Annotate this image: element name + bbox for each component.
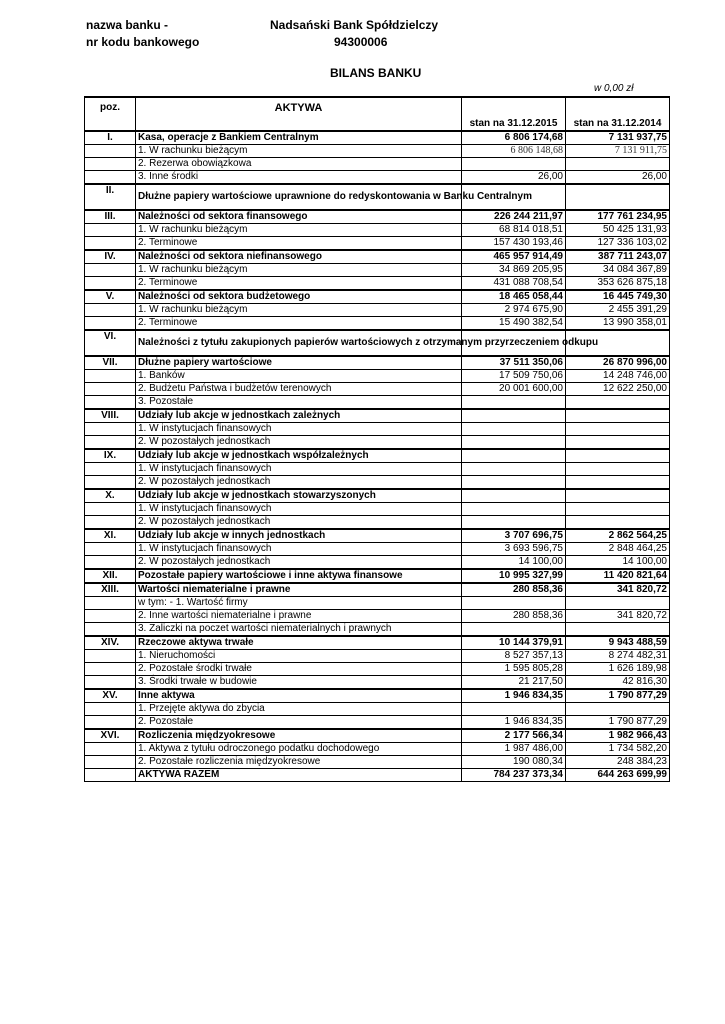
row-position: XI. <box>85 529 136 543</box>
value-2014: 42 816,30 <box>566 676 670 690</box>
row-label: 1. W rachunku bieżącym <box>136 145 462 158</box>
row-label: Wartości niematerialne i prawne <box>136 583 462 597</box>
row-position <box>85 663 136 676</box>
bank-code: 94300006 <box>334 35 388 49</box>
value-2014: 341 820,72 <box>566 583 670 597</box>
row-label: 2. Budżetu Państwa i budżetów terenowych <box>136 383 462 396</box>
row-position <box>85 423 136 436</box>
row-position: XV. <box>85 689 136 703</box>
value-2014: 353 626 875,18 <box>566 277 670 291</box>
row-label: 2. W pozostałych jednostkach <box>136 436 462 450</box>
row-position: V. <box>85 290 136 304</box>
table-row <box>85 158 670 171</box>
row-label: Kasa, operacje z Bankiem Centralnym <box>136 131 462 145</box>
value-2014: 50 425 131,93 <box>566 224 670 237</box>
row-label: 1. W instytucjach finansowych <box>136 463 462 476</box>
row-label: 1. W instytucjach finansowych <box>136 503 462 516</box>
row-position <box>85 304 136 317</box>
table-row <box>85 463 670 476</box>
row-position <box>85 396 136 410</box>
table-row <box>85 597 670 610</box>
value-2014 <box>566 449 670 463</box>
value-2014: 26,00 <box>566 171 670 185</box>
value-2015 <box>462 516 566 530</box>
row-position <box>85 743 136 756</box>
row-label: 1. Aktywa z tytułu odroczonego podatku dochodowego <box>136 743 462 756</box>
table-row <box>85 210 670 224</box>
row-position <box>85 703 136 716</box>
value-2015: 1 946 834,35 <box>462 689 566 703</box>
value-2014 <box>566 516 670 530</box>
value-2014: 2 455 391,29 <box>566 304 670 317</box>
row-position <box>85 756 136 769</box>
bank-name: Nadsański Bank Spółdzielczy <box>270 18 439 32</box>
table-row <box>85 529 670 543</box>
table-row <box>85 516 670 530</box>
row-position <box>85 516 136 530</box>
row-position <box>85 264 136 277</box>
table-row <box>85 676 670 690</box>
row-label: Należności od sektora finansowego <box>136 210 462 224</box>
row-position <box>85 556 136 570</box>
value-2014: 341 820,72 <box>566 610 670 623</box>
value-2015: 784 237 373,34 <box>462 769 566 782</box>
value-2015 <box>462 489 566 503</box>
table-row <box>85 171 670 185</box>
value-2014: 34 084 367,89 <box>566 264 670 277</box>
row-position: XII. <box>85 569 136 583</box>
page-title: BILANS BANKU <box>330 66 422 80</box>
value-2015: 280 858,36 <box>462 610 566 623</box>
table-row <box>85 476 670 490</box>
value-2014 <box>566 436 670 450</box>
row-label: 2. W pozostałych jednostkach <box>136 516 462 530</box>
table-row <box>85 650 670 663</box>
row-position <box>85 650 136 663</box>
row-label: Udziały lub akcje w jednostkach zależnych <box>136 409 462 423</box>
value-2014: 8 274 482,31 <box>566 650 670 663</box>
table-row <box>85 489 670 503</box>
value-2014 <box>566 409 670 423</box>
bank-name-label: nazwa banku - <box>86 18 169 32</box>
table-row <box>85 145 670 158</box>
row-position: IX. <box>85 449 136 463</box>
value-2015: 190 080,34 <box>462 756 566 769</box>
value-2015 <box>462 597 566 610</box>
col-aktywa-header: AKTYWA <box>136 97 462 131</box>
col-2014-header: stan na 31.12.2014 <box>566 97 670 131</box>
row-position <box>85 158 136 171</box>
value-2015: 10 144 379,91 <box>462 636 566 650</box>
row-position <box>85 623 136 637</box>
value-2014 <box>566 184 670 210</box>
value-2015: 26,00 <box>462 171 566 185</box>
value-2014: 26 870 996,00 <box>566 356 670 370</box>
row-label: 2. Terminowe <box>136 317 462 331</box>
row-label: 3. Zaliczki na poczet wartości niematerialnych i prawnych <box>136 623 462 637</box>
value-2014: 12 622 250,00 <box>566 383 670 396</box>
table-row <box>85 729 670 743</box>
row-label: 2. W pozostałych jednostkach <box>136 556 462 570</box>
value-2015 <box>462 409 566 423</box>
value-2014: 7 131 937,75 <box>566 131 670 145</box>
row-position <box>85 597 136 610</box>
value-2015: 6 806 148,68 <box>462 145 566 158</box>
row-position <box>85 769 136 782</box>
value-2015 <box>462 503 566 516</box>
table-row <box>85 569 670 583</box>
row-label: Należności od sektora budżetowego <box>136 290 462 304</box>
value-2015 <box>462 436 566 450</box>
value-2015 <box>462 449 566 463</box>
table-header-row <box>85 97 670 131</box>
row-label: 1. Banków <box>136 370 462 383</box>
value-2015: 1 987 486,00 <box>462 743 566 756</box>
value-2014 <box>566 503 670 516</box>
value-2014 <box>566 158 670 171</box>
row-position <box>85 370 136 383</box>
table-row <box>85 423 670 436</box>
table-row <box>85 409 670 423</box>
row-label: 2. Pozostałe środki trwałe <box>136 663 462 676</box>
value-2015: 2 974 675,90 <box>462 304 566 317</box>
row-position <box>85 224 136 237</box>
row-label: 1. Nieruchomości <box>136 650 462 663</box>
row-label: 1. W instytucjach finansowych <box>136 543 462 556</box>
row-label: w tym: - 1. Wartość firmy <box>136 597 462 610</box>
table-row <box>85 449 670 463</box>
table-row <box>85 689 670 703</box>
row-label: 2. Rezerwa obowiązkowa <box>136 158 462 171</box>
value-2015: 15 490 382,54 <box>462 317 566 331</box>
value-2014: 9 943 488,59 <box>566 636 670 650</box>
row-label: 1. W rachunku bieżącym <box>136 264 462 277</box>
value-2014: 1 790 877,29 <box>566 716 670 730</box>
row-label: 2. Inne wartości niematerialne i prawne <box>136 610 462 623</box>
table-row <box>85 131 670 145</box>
value-2015: 1 595 805,28 <box>462 663 566 676</box>
value-2014 <box>566 489 670 503</box>
value-2015: 18 465 058,44 <box>462 290 566 304</box>
value-2015: 37 511 350,06 <box>462 356 566 370</box>
row-position <box>85 145 136 158</box>
value-2015: 17 509 750,06 <box>462 370 566 383</box>
value-2015 <box>462 703 566 716</box>
value-2015: 3 707 696,75 <box>462 529 566 543</box>
value-2015 <box>462 158 566 171</box>
value-2015 <box>462 623 566 637</box>
row-label: Rzeczowe aktywa trwałe <box>136 636 462 650</box>
table-row <box>85 383 670 396</box>
table-row <box>85 769 670 782</box>
row-position: XIV. <box>85 636 136 650</box>
table-row <box>85 304 670 317</box>
value-2014: 644 263 699,99 <box>566 769 670 782</box>
table-row <box>85 543 670 556</box>
row-label: 3. Inne środki <box>136 171 462 185</box>
value-2015: 6 806 174,68 <box>462 131 566 145</box>
row-label: 3. Środki trwałe w budowie <box>136 676 462 690</box>
value-2014 <box>566 703 670 716</box>
value-2015: 465 957 914,49 <box>462 250 566 264</box>
table-row <box>85 250 670 264</box>
value-2014 <box>566 396 670 410</box>
table-row <box>85 663 670 676</box>
table-row <box>85 237 670 251</box>
value-2014: 1 982 966,43 <box>566 729 670 743</box>
value-2014 <box>566 597 670 610</box>
value-2015: 14 100,00 <box>462 556 566 570</box>
value-2015: 21 217,50 <box>462 676 566 690</box>
row-position <box>85 383 136 396</box>
row-position <box>85 317 136 331</box>
value-2014: 387 711 243,07 <box>566 250 670 264</box>
table-row <box>85 703 670 716</box>
value-2015: 3 693 596,75 <box>462 543 566 556</box>
value-2015 <box>462 423 566 436</box>
value-2014: 127 336 103,02 <box>566 237 670 251</box>
balance-table <box>84 96 670 782</box>
value-2015: 34 869 205,95 <box>462 264 566 277</box>
table-row <box>85 716 670 730</box>
value-2014: 13 990 358,01 <box>566 317 670 331</box>
row-position: XVI. <box>85 729 136 743</box>
row-position <box>85 716 136 730</box>
value-2014: 248 384,23 <box>566 756 670 769</box>
value-2015: 20 001 600,00 <box>462 383 566 396</box>
row-position <box>85 436 136 450</box>
value-2014: 14 248 746,00 <box>566 370 670 383</box>
row-label: Pozostałe papiery wartościowe i inne aktywa finansowe <box>136 569 462 583</box>
value-2014: 1 790 877,29 <box>566 689 670 703</box>
row-position <box>85 171 136 185</box>
value-2014 <box>566 463 670 476</box>
table-row <box>85 396 670 410</box>
table-row <box>85 636 670 650</box>
row-label: 3. Pozostałe <box>136 396 462 410</box>
row-position <box>85 610 136 623</box>
value-2015: 68 814 018,51 <box>462 224 566 237</box>
value-2014 <box>566 476 670 490</box>
value-2015: 157 430 193,46 <box>462 237 566 251</box>
bank-code-label: nr kodu bankowego <box>86 35 200 49</box>
row-position <box>85 277 136 291</box>
value-2014: 1 626 189,98 <box>566 663 670 676</box>
row-label: Udziały lub akcje w jednostkach stowarzyszonych <box>136 489 462 503</box>
value-2014: 1 734 582,20 <box>566 743 670 756</box>
row-label: 2. Pozostałe rozliczenia międzyokresowe <box>136 756 462 769</box>
row-label: Udziały lub akcje w innych jednostkach <box>136 529 462 543</box>
row-label: Należności od sektora niefinansowego <box>136 250 462 264</box>
row-position: XIII. <box>85 583 136 597</box>
value-2015 <box>462 476 566 490</box>
row-position: X. <box>85 489 136 503</box>
table-row <box>85 743 670 756</box>
table-row <box>85 556 670 570</box>
table-row <box>85 436 670 450</box>
row-label: AKTYWA RAZEM <box>136 769 462 782</box>
value-2015: 226 244 211,97 <box>462 210 566 224</box>
value-2015 <box>462 463 566 476</box>
table-row <box>85 610 670 623</box>
table-row <box>85 277 670 291</box>
row-position: I. <box>85 131 136 145</box>
row-position: III. <box>85 210 136 224</box>
table-row <box>85 623 670 637</box>
row-label: Inne aktywa <box>136 689 462 703</box>
row-position: VI. <box>85 330 136 356</box>
row-position <box>85 543 136 556</box>
value-2015 <box>462 396 566 410</box>
table-row <box>85 756 670 769</box>
row-label: 2. Terminowe <box>136 277 462 291</box>
row-label: 1. W rachunku bieżącym <box>136 304 462 317</box>
row-position <box>85 503 136 516</box>
value-2014: 177 761 234,95 <box>566 210 670 224</box>
value-2015: 280 858,36 <box>462 583 566 597</box>
row-label: Dłużne papiery wartościowe uprawnione do redyskontowania w Banku Centralnym <box>136 184 462 210</box>
row-label: 2. W pozostałych jednostkach <box>136 476 462 490</box>
row-label: 1. W rachunku bieżącym <box>136 224 462 237</box>
row-position: II. <box>85 184 136 210</box>
row-label: 1. Przejęte aktywa do zbycia <box>136 703 462 716</box>
table-row <box>85 356 670 370</box>
value-2014: 16 445 749,30 <box>566 290 670 304</box>
row-label: 2. Pozostałe <box>136 716 462 730</box>
unit-label: w 0,00 zł <box>594 83 634 94</box>
table-row <box>85 330 670 356</box>
value-2015: 10 995 327,99 <box>462 569 566 583</box>
value-2014 <box>566 623 670 637</box>
table-row <box>85 370 670 383</box>
table-row <box>85 317 670 331</box>
value-2015: 431 088 708,54 <box>462 277 566 291</box>
row-position <box>85 476 136 490</box>
row-label: 1. W instytucjach finansowych <box>136 423 462 436</box>
col-poz-header: poz. <box>85 97 136 131</box>
row-label: Dłużne papiery wartościowe <box>136 356 462 370</box>
row-position: VIII. <box>85 409 136 423</box>
table-row <box>85 264 670 277</box>
row-position <box>85 237 136 251</box>
value-2014: 7 131 911,75 <box>566 145 670 158</box>
value-2014 <box>566 423 670 436</box>
row-label: Rozliczenia międzyokresowe <box>136 729 462 743</box>
table-row <box>85 184 670 210</box>
row-label: Udziały lub akcje w jednostkach współzależnych <box>136 449 462 463</box>
table-row <box>85 583 670 597</box>
table-row <box>85 290 670 304</box>
row-position: IV. <box>85 250 136 264</box>
value-2015: 8 527 357,13 <box>462 650 566 663</box>
table-row <box>85 224 670 237</box>
row-label: 2. Terminowe <box>136 237 462 251</box>
row-label: Należności z tytułu zakupionych papierów wartościowych z otrzymanym przyrzeczeniem odkupu <box>136 330 462 356</box>
row-position <box>85 463 136 476</box>
value-2015: 1 946 834,35 <box>462 716 566 730</box>
value-2015: 2 177 566,34 <box>462 729 566 743</box>
value-2014: 2 862 564,25 <box>566 529 670 543</box>
row-position <box>85 676 136 690</box>
value-2014: 11 420 821,64 <box>566 569 670 583</box>
col-2015-header: stan na 31.12.2015 <box>462 97 566 131</box>
row-position: VII. <box>85 356 136 370</box>
table-row <box>85 503 670 516</box>
value-2014: 2 848 464,25 <box>566 543 670 556</box>
value-2014: 14 100,00 <box>566 556 670 570</box>
